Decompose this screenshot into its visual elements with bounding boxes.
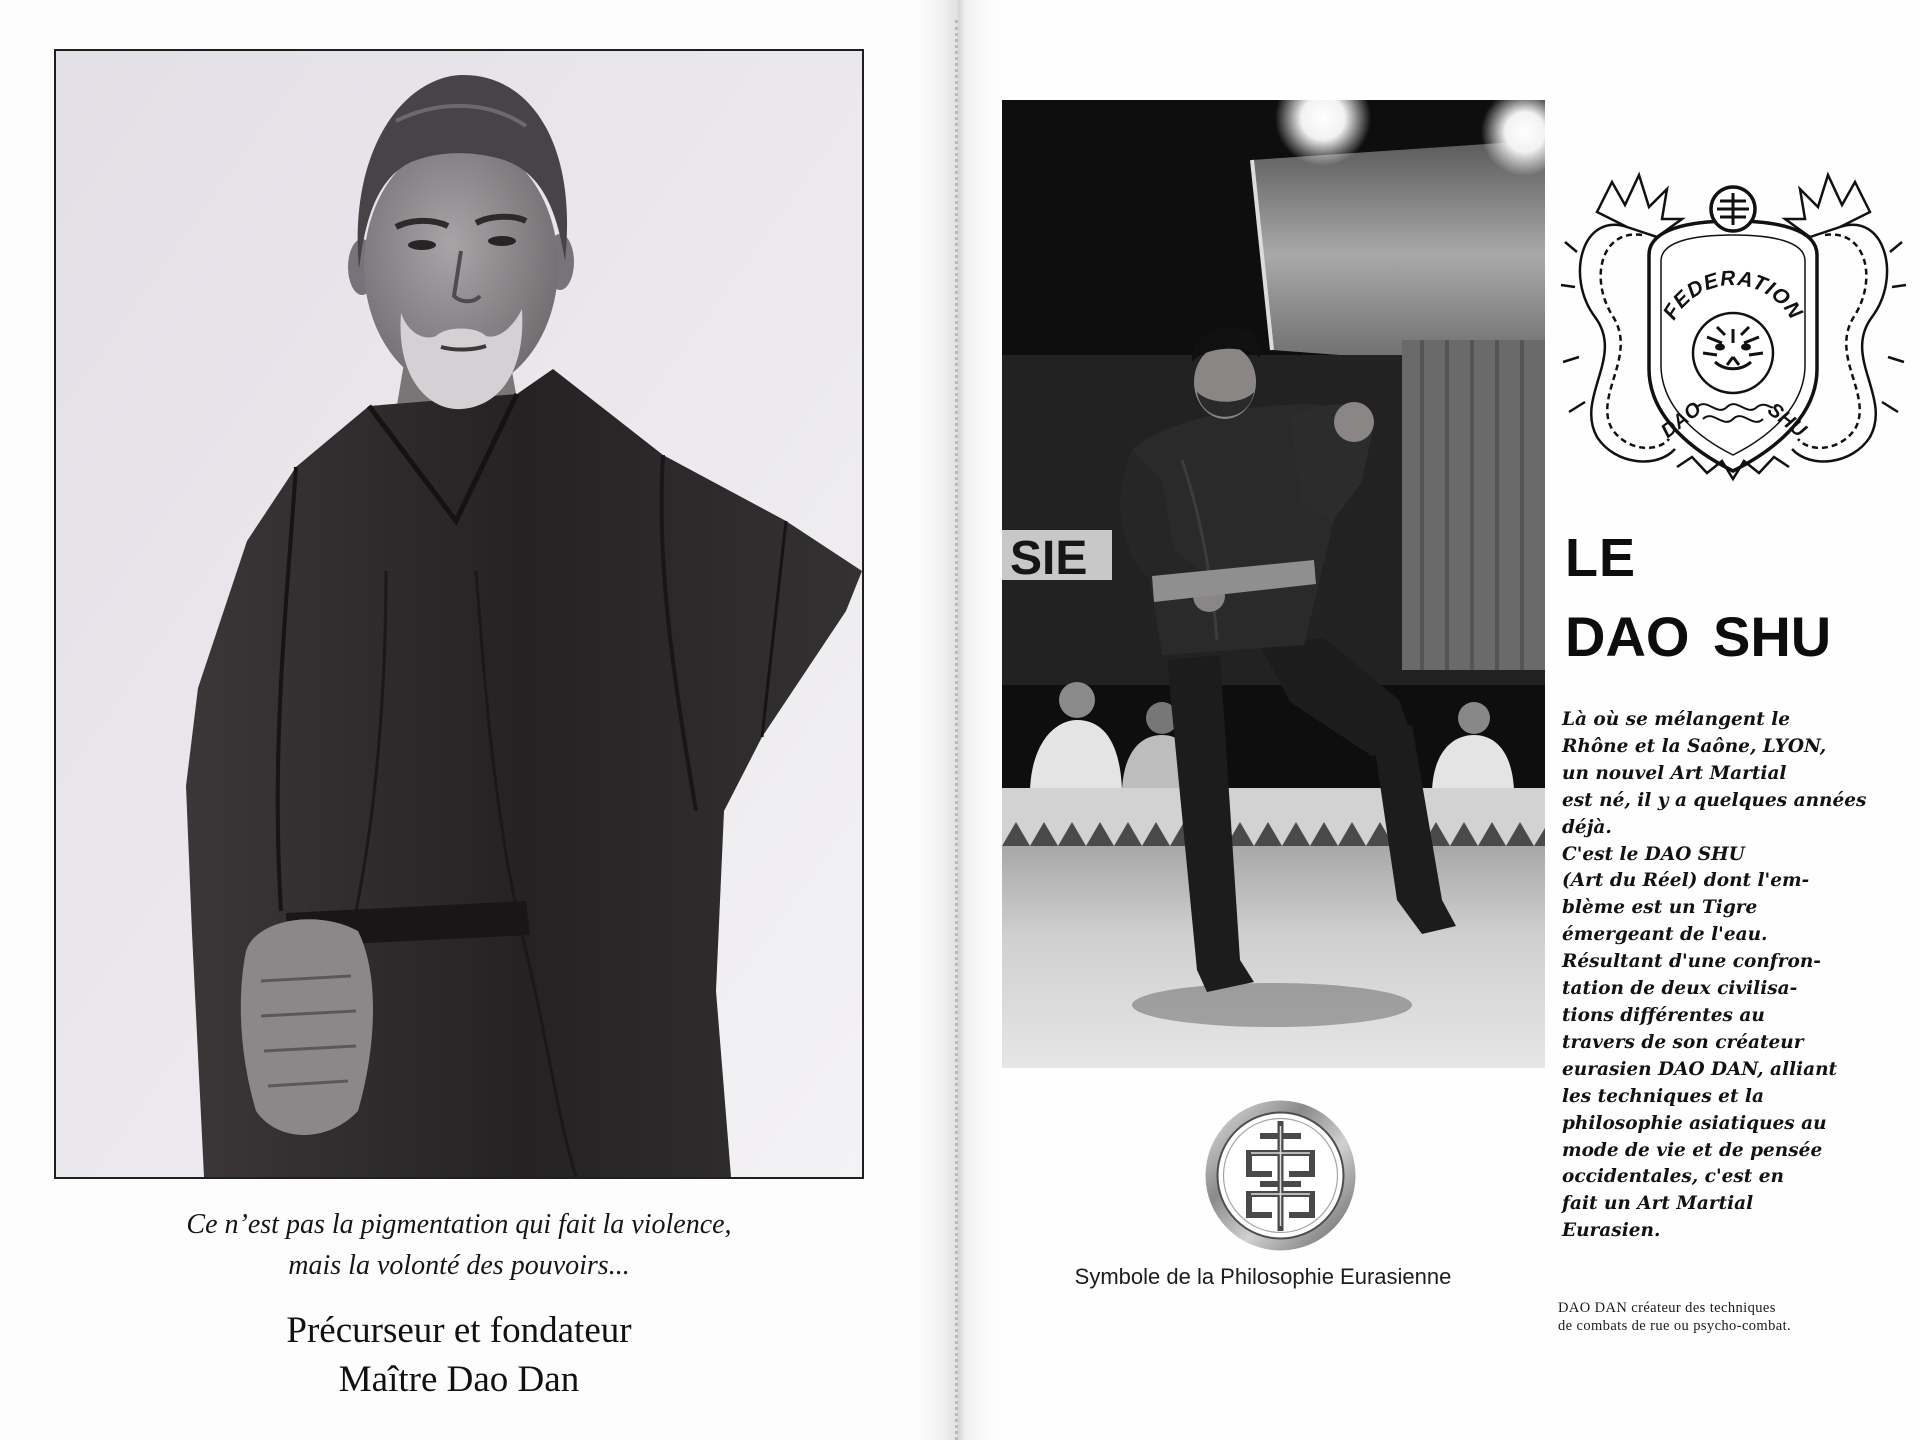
article-line: Rhône et la Saône, LYON, <box>1562 735 1827 757</box>
article-line: travers de son créateur <box>1562 1031 1804 1053</box>
title-line-1: Précurseur et fondateur <box>286 1310 632 1351</box>
article-line: émergeant de l'eau. <box>1562 924 1768 946</box>
left-page <box>0 0 958 1440</box>
heading-dao-shu: DAO SHU <box>1565 605 1832 668</box>
article-line: eurasien DAO DAN, alliant <box>1562 1058 1838 1080</box>
article-line: philosophie asiatiques au <box>1562 1112 1827 1134</box>
portrait-photo-image <box>56 51 862 1177</box>
quote-line-2: mais la volonté des pouvoirs... <box>288 1250 630 1281</box>
binding-holes <box>955 20 958 1440</box>
article-line: un nouvel Art Martial <box>1562 762 1787 784</box>
article-line: mode de vie et de pensée <box>1562 1139 1823 1161</box>
emblem-right-text: SHU <box>1763 398 1811 442</box>
article-line: Eurasien. <box>1562 1220 1661 1242</box>
photo-caption-line-2: de combats de rue ou psycho-combat. <box>1558 1318 1792 1334</box>
article-line: C'est le DAO SHU <box>1562 843 1745 865</box>
symbol-caption: Symbole de la Philosophie Eurasienne <box>1074 1264 1452 1289</box>
article-line: (Art du Réel) dont l'em- <box>1562 870 1810 892</box>
article-line: les techniques et la <box>1562 1085 1764 1107</box>
action-photo <box>1002 100 1545 1068</box>
photo-caption <box>1558 1299 1888 1335</box>
eurasian-philosophy-symbol-icon <box>1203 1098 1358 1253</box>
article-line: Résultant d'une confron- <box>1562 951 1821 973</box>
portrait-title <box>54 1306 864 1404</box>
article-line: Là où se mélangent le <box>1562 709 1791 730</box>
article-text <box>1562 707 1912 1245</box>
article-line: tation de deux civilisa- <box>1562 978 1798 1000</box>
federation-dao-shu-emblem-icon <box>1557 157 1910 484</box>
quote-line-1: Ce n’est pas la pigmentation qui fait la violence, <box>186 1209 732 1240</box>
photo-caption-line-1: DAO DAN créateur des techniques <box>1558 1300 1776 1316</box>
emblem-left-text: DAO <box>1657 397 1706 443</box>
action-photo-image <box>1002 100 1545 1068</box>
title-line-2: Maître Dao Dan <box>338 1359 580 1400</box>
photo-sign-text: SIE <box>1010 532 1088 585</box>
article-line: est né, il y a quelques années <box>1562 789 1867 811</box>
right-page <box>958 0 1920 1440</box>
article-line: blème est un Tigre <box>1562 897 1758 919</box>
article-line: occidentales, c'est en <box>1562 1166 1784 1188</box>
portrait-photo <box>54 49 864 1179</box>
article-line: déjà. <box>1562 816 1612 838</box>
emblem-arc-text: FEDERATION <box>1658 266 1808 324</box>
book-gutter <box>918 0 1002 1440</box>
quote <box>54 1204 864 1286</box>
heading-le: LE <box>1565 528 1637 588</box>
article-line: tions différentes au <box>1562 1004 1765 1026</box>
article-line: fait un Art Martial <box>1562 1193 1754 1215</box>
